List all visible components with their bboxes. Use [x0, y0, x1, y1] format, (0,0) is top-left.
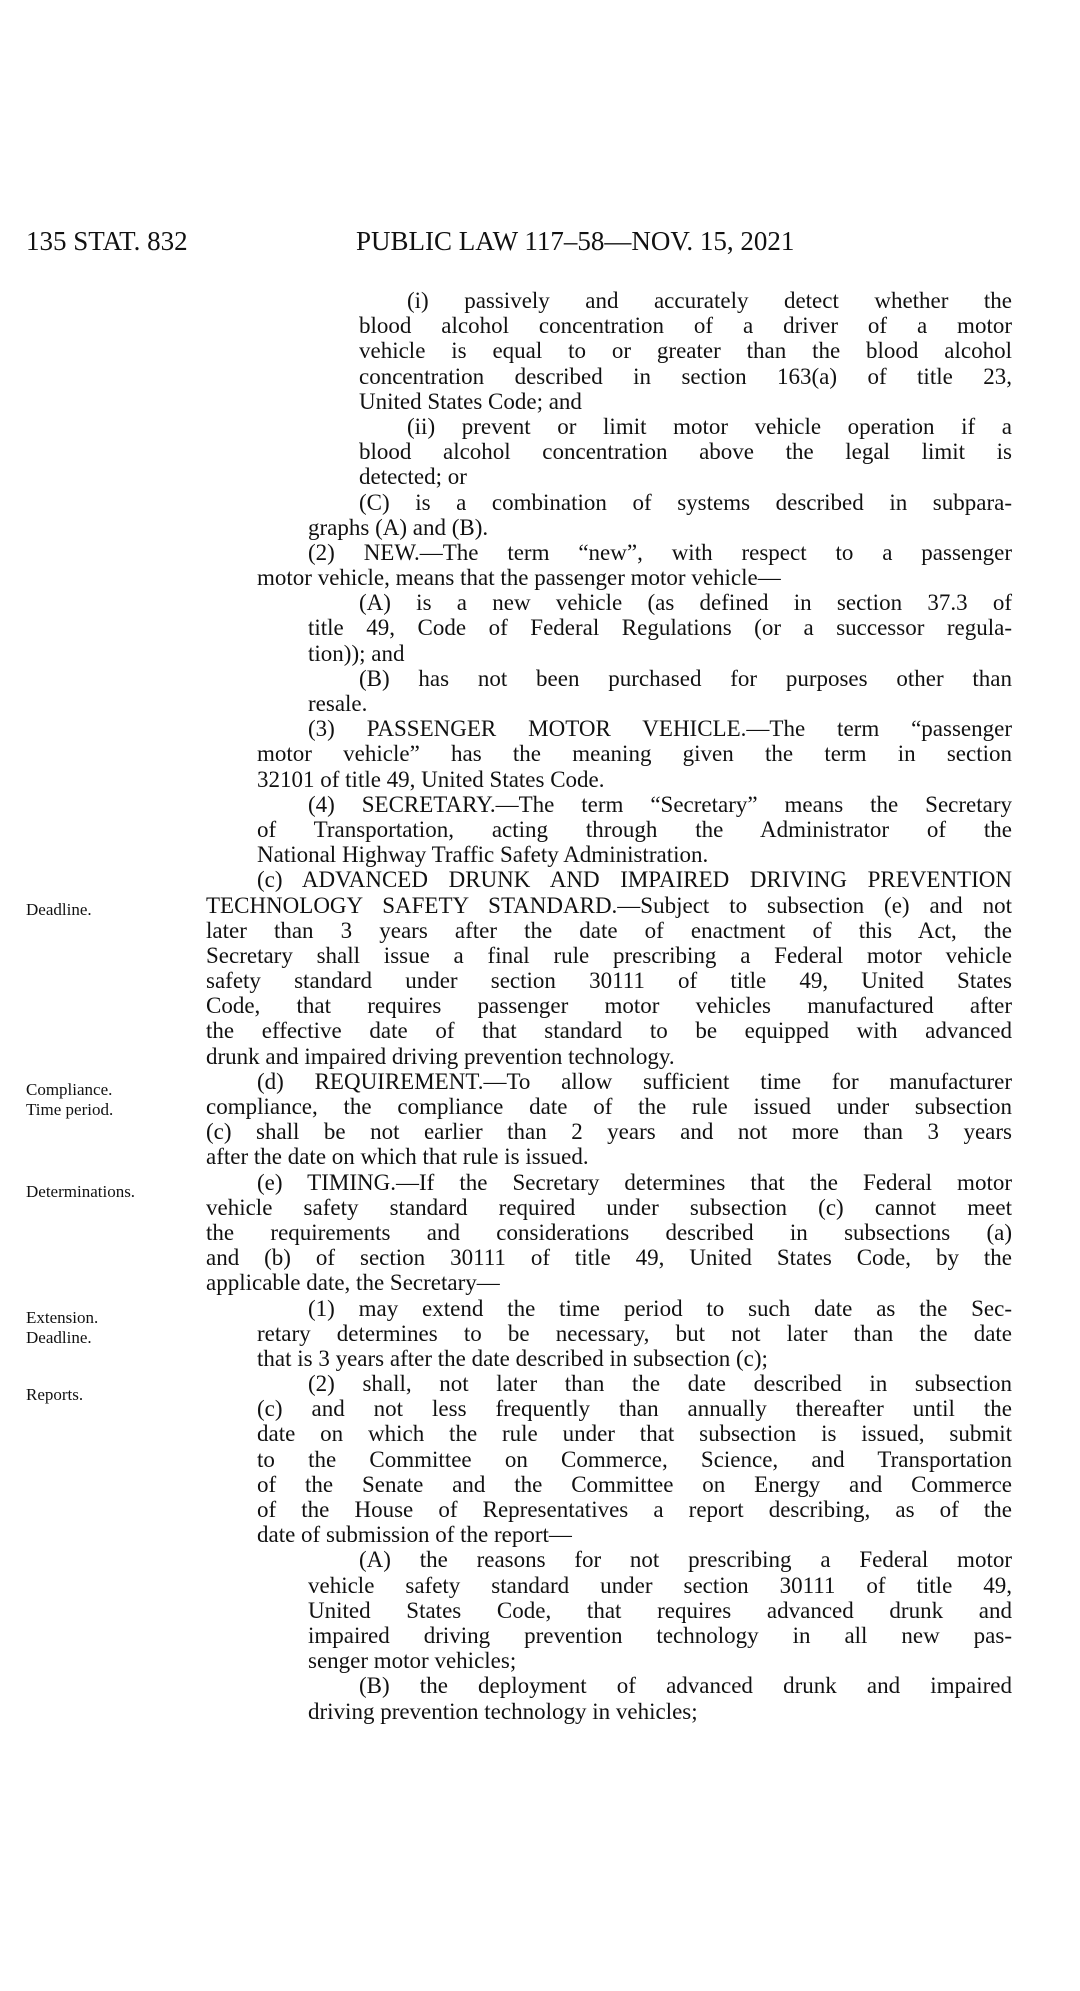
text-line: detected; or	[359, 464, 467, 490]
text-line: (A) the reasons for not prescribing a Federal motor	[359, 1547, 1012, 1573]
text-line: later than 3 years after the date of enactment of this Act, the	[206, 917, 1012, 943]
text-line: driving prevention technology in vehicles;	[308, 1698, 698, 1724]
text-line: graphs (A) and (B).	[308, 514, 489, 540]
margin-note-reports: Reports.	[26, 1385, 84, 1404]
text-line: and (b) of section 30111 of title 49, United States Code, by the	[206, 1245, 1012, 1271]
text-line: (2) shall, not later than the date described in subsection	[308, 1371, 1012, 1397]
page-title: PUBLIC LAW 117–58—NOV. 15, 2021	[356, 226, 795, 256]
margin-note-determinations: Determinations.	[26, 1182, 136, 1201]
text-line: the requirements and considerations described in subsections (a)	[206, 1219, 1012, 1245]
text-line: Code, that requires passenger motor vehicles manufactured after	[206, 993, 1012, 1019]
margin-note-deadline: Deadline.	[26, 900, 92, 919]
text-line: (c) ADVANCED DRUNK AND IMPAIRED DRIVING PREVENTION	[257, 867, 1012, 893]
text-line: (4) SECRETARY.—The term “Secretary” means the Secretary	[308, 791, 1012, 817]
text-line: date of submission of the report—	[257, 1522, 572, 1548]
text-line: (c) shall be not earlier than 2 years and not more than 3 years	[206, 1119, 1012, 1145]
text-line: of the House of Representatives a report describing, as of the	[257, 1497, 1012, 1522]
margin-note-time-period: Time period.	[26, 1100, 114, 1119]
text-line: Secretary shall issue a final rule prescribing a Federal motor vehicle	[206, 942, 1012, 968]
text-line: (i) passively and accurately detect whether the	[407, 288, 1012, 313]
text-line: TECHNOLOGY SAFETY STANDARD.—Subject to subsection (e) and not	[206, 892, 1012, 918]
text-line: to the Committee on Commerce, Science, and Transportation	[257, 1446, 1012, 1472]
text-line: title 49, Code of Federal Regulations (or a successor regula-	[308, 615, 1012, 641]
document-body	[0, 288, 1080, 1724]
text-line: (1) may extend the time period to such date as the Sec-	[308, 1295, 1012, 1321]
text-line: (e) TIMING.—If the Secretary determines that the Federal motor	[257, 1169, 1012, 1195]
text-line: of the Senate and the Committee on Energy and Commerce	[257, 1471, 1012, 1497]
text-line: United States Code, that requires advanced drunk and	[308, 1597, 1012, 1623]
text-line: senger motor vehicles;	[308, 1648, 517, 1674]
margin-note-deadline-2: Deadline.	[26, 1328, 92, 1347]
text-line: impaired driving prevention technology in all new pas-	[308, 1622, 1012, 1648]
text-line: of Transportation, acting through the Administrator of the	[257, 816, 1012, 842]
text-line: the effective date of that standard to be equipped with advanced	[206, 1018, 1012, 1044]
text-line: drunk and impaired driving prevention technology.	[206, 1043, 675, 1069]
text-line: 32101 of title 49, United States Code.	[257, 766, 605, 792]
text-line: vehicle safety standard required under subsection (c) cannot meet	[206, 1194, 1012, 1220]
margin-note-compliance: Compliance.	[26, 1080, 113, 1099]
text-line: blood alcohol concentration of a driver of a motor	[359, 313, 1012, 339]
text-line: (c) and not less frequently than annually thereafter until the	[257, 1396, 1012, 1422]
text-line: tion)); and	[308, 640, 405, 666]
text-line: National Highway Traffic Safety Administration.	[257, 842, 709, 868]
text-line: date on which the rule under that subsection is issued, submit	[257, 1421, 1012, 1447]
text-line: retary determines to be necessary, but not later than the date	[257, 1320, 1012, 1346]
page-header	[0, 226, 1080, 262]
text-line: (3) PASSENGER MOTOR VEHICLE.—The term “passenger	[308, 716, 1012, 742]
text-line: motor vehicle, means that the passenger motor vehicle—	[257, 565, 781, 591]
text-line: vehicle is equal to or greater than the blood alcohol	[359, 338, 1012, 364]
text-line: United States Code; and	[359, 388, 582, 414]
page-reference: 135 STAT. 832	[26, 226, 188, 256]
text-line: after the date on which that rule is issued.	[206, 1144, 589, 1170]
text-line: (d) REQUIREMENT.—To allow sufficient time for manufacturer	[257, 1068, 1012, 1094]
text-line: that is 3 years after the date described in subsection (c);	[257, 1345, 768, 1371]
text-line: compliance, the compliance date of the rule issued under subsection	[206, 1094, 1012, 1119]
text-line: motor vehicle” has the meaning given the term in section	[257, 741, 1012, 767]
text-line: resale.	[308, 691, 368, 716]
text-line: (B) the deployment of advanced drunk and impaired	[359, 1673, 1012, 1699]
margin-note-extension: Extension.	[26, 1308, 99, 1327]
text-line: blood alcohol concentration above the legal limit is	[359, 439, 1012, 465]
text-line: (C) is a combination of systems described in subpara-	[359, 489, 1012, 515]
text-line: (B) has not been purchased for purposes other than	[359, 665, 1012, 691]
text-line: concentration described in section 163(a) of title 23,	[359, 363, 1012, 389]
text-line: safety standard under section 30111 of title 49, United States	[206, 968, 1012, 994]
text-line: (2) NEW.—The term “new”, with respect to a passenger	[308, 539, 1012, 565]
text-line: (A) is a new vehicle (as defined in section 37.3 of	[359, 590, 1012, 616]
text-line: applicable date, the Secretary—	[206, 1270, 500, 1296]
text-line: vehicle safety standard under section 30111 of title 49,	[308, 1572, 1012, 1598]
text-line: (ii) prevent or limit motor vehicle operation if a	[407, 413, 1012, 439]
